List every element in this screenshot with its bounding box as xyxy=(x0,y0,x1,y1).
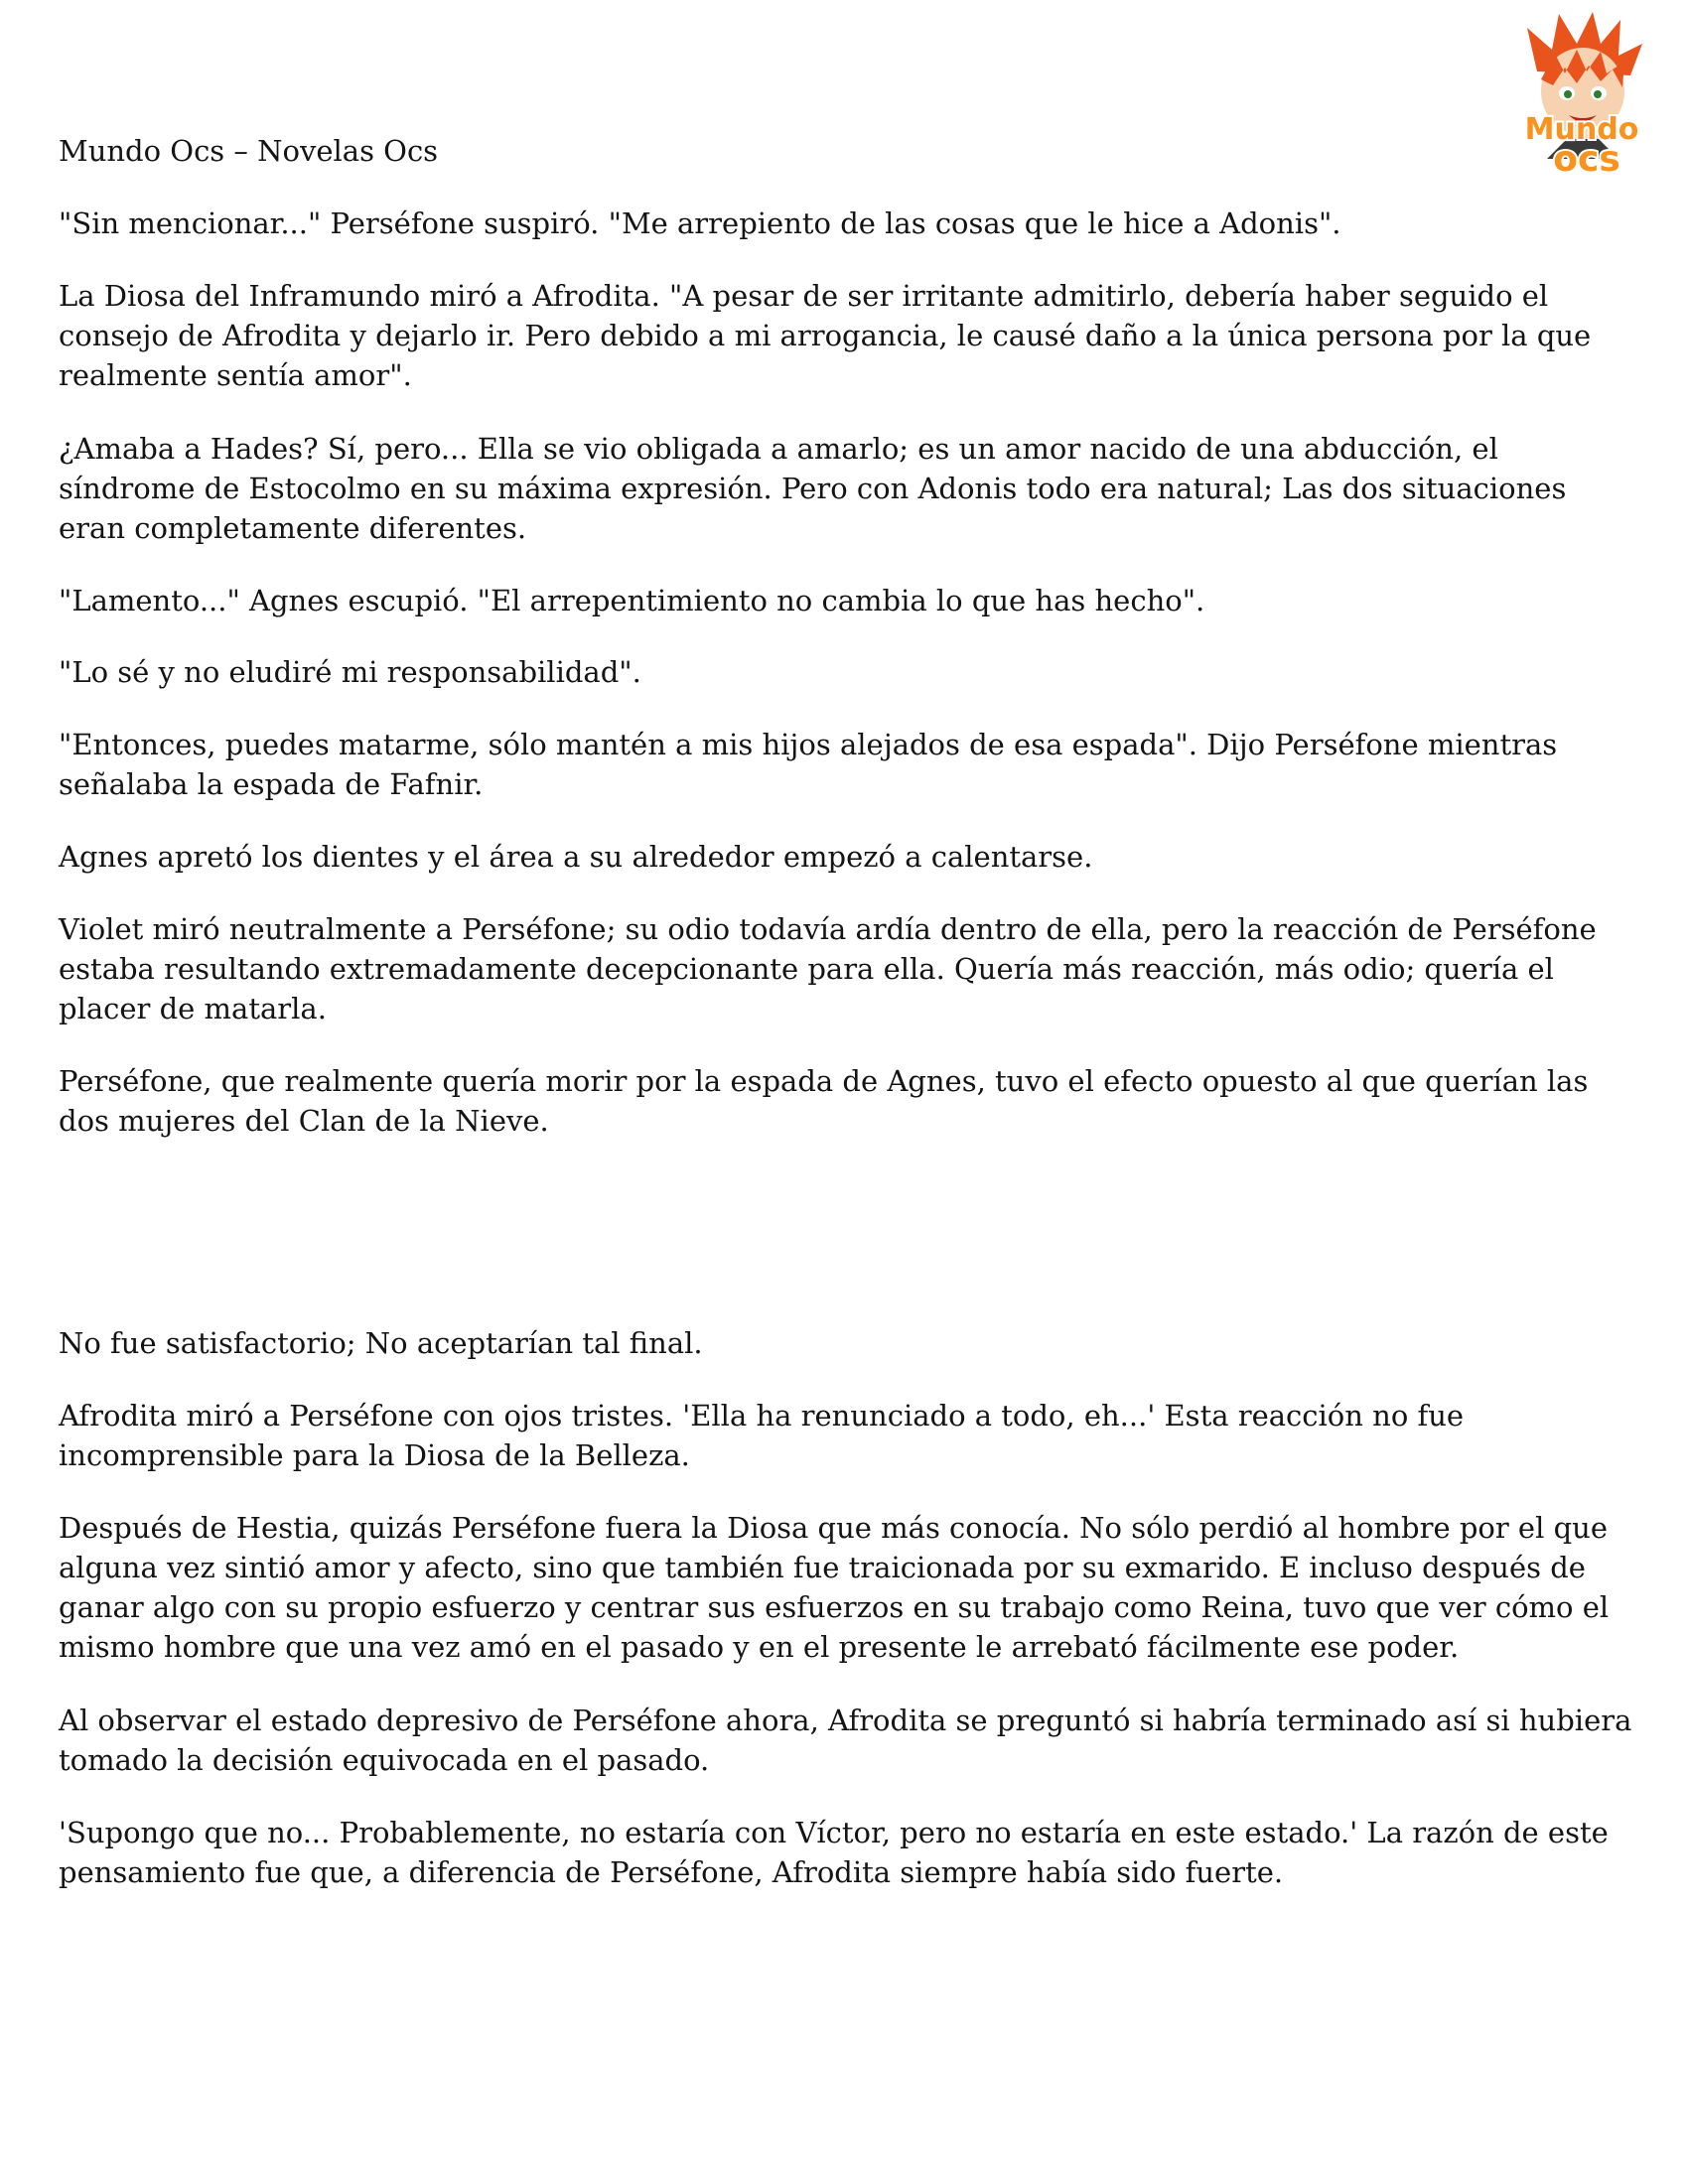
paragraph: La Diosa del Inframundo miró a Afrodita. "A pesar de ser irritante admitirlo, debería haber seguido el consejo de Afrodita y dejarlo ir. Pero debido a mi arrogancia, le causé daño a la única persona por la que realmente sentía amor". xyxy=(59,279,1592,392)
svg-text:Mundo: Mundo xyxy=(1524,112,1639,147)
paragraph: "Lo sé y no eludiré mi responsabilidad". xyxy=(59,655,641,689)
paragraph: Violet miró neutralmente a Perséfone; su odio todavía ardía dentro de ella, pero la reacción de Perséfone estaba resultando extremadamente decepcionante para ella. Quería más reacción, más odio; quería el placer de matarla. xyxy=(59,912,1597,1025)
paragraph: "Entonces, puedes matarme, sólo mantén a mis hijos alejados de esa espada". Dijo Perséfone mientras señalaba la espada de Fafnir. xyxy=(59,728,1558,801)
paragraph: Afrodita miró a Perséfone con ojos tristes. 'Ella ha renunciado a todo, eh...' Esta reacción no fue incomprensible para la Diosa de la Belleza. xyxy=(59,1399,1465,1472)
paragraph: No fue satisfactorio; No aceptarían tal final. xyxy=(59,1326,703,1360)
paragraph: "Lamento..." Agnes escupió. "El arrepentimiento no cambia lo que has hecho". xyxy=(59,584,1205,617)
mascot-icon xyxy=(1497,10,1666,184)
svg-text:ocs: ocs xyxy=(1553,139,1620,180)
paragraph: 'Supongo que no... Probablemente, no estaría con Víctor, pero no estaría en este estado.' La razón de este pensamiento fue que, a diferencia de Perséfone, Afrodita siempre había sido fuerte. xyxy=(59,1816,1609,1889)
paragraph: Después de Hestia, quizás Perséfone fuera la Diosa que más conocía. No sólo perdió al hombre por el que alguna vez sintió amor y afecto, sino que también fue traicionada por su exmarido. E incluso después de ganar algo con su propio esfuerzo y centrar sus esfuerzos en su trabajo como Reina, tuvo que ver cómo el mismo hombre que una vez amó en el pasado y en el presente le arrebató fácilmente ese poder. xyxy=(59,1511,1610,1664)
paragraph: Perséfone, que realmente quería morir por la espada de Agnes, tuvo el efecto opuesto al que querían las dos mujeres del Clan de la Nieve. xyxy=(59,1064,1589,1138)
mundo-ocs-logo xyxy=(1497,10,1666,184)
paragraph: ¿Amaba a Hades? Sí, pero... Ella se vio obligada a amarlo; es un amor nacido de una abducción, el síndrome de Estocolmo en su máxima expresión. Pero con Adonis todo era natural; Las dos situaciones eran completamente diferentes. xyxy=(59,432,1567,545)
paragraph: Agnes apretó los dientes y el área a su alrededor empezó a calentarse. xyxy=(59,840,1093,874)
paragraph: Al observar el estado depresivo de Perséfone ahora, Afrodita se preguntó si habría terminado así si hubiera tomado la decisión equivocada en el pasado. xyxy=(59,1704,1632,1777)
site-title: Mundo Ocs – Novelas Ocs xyxy=(59,134,439,168)
paragraph: "Sin mencionar..." Perséfone suspiró. "Me arrepiento de las cosas que le hice a Adonis". xyxy=(59,206,1341,240)
